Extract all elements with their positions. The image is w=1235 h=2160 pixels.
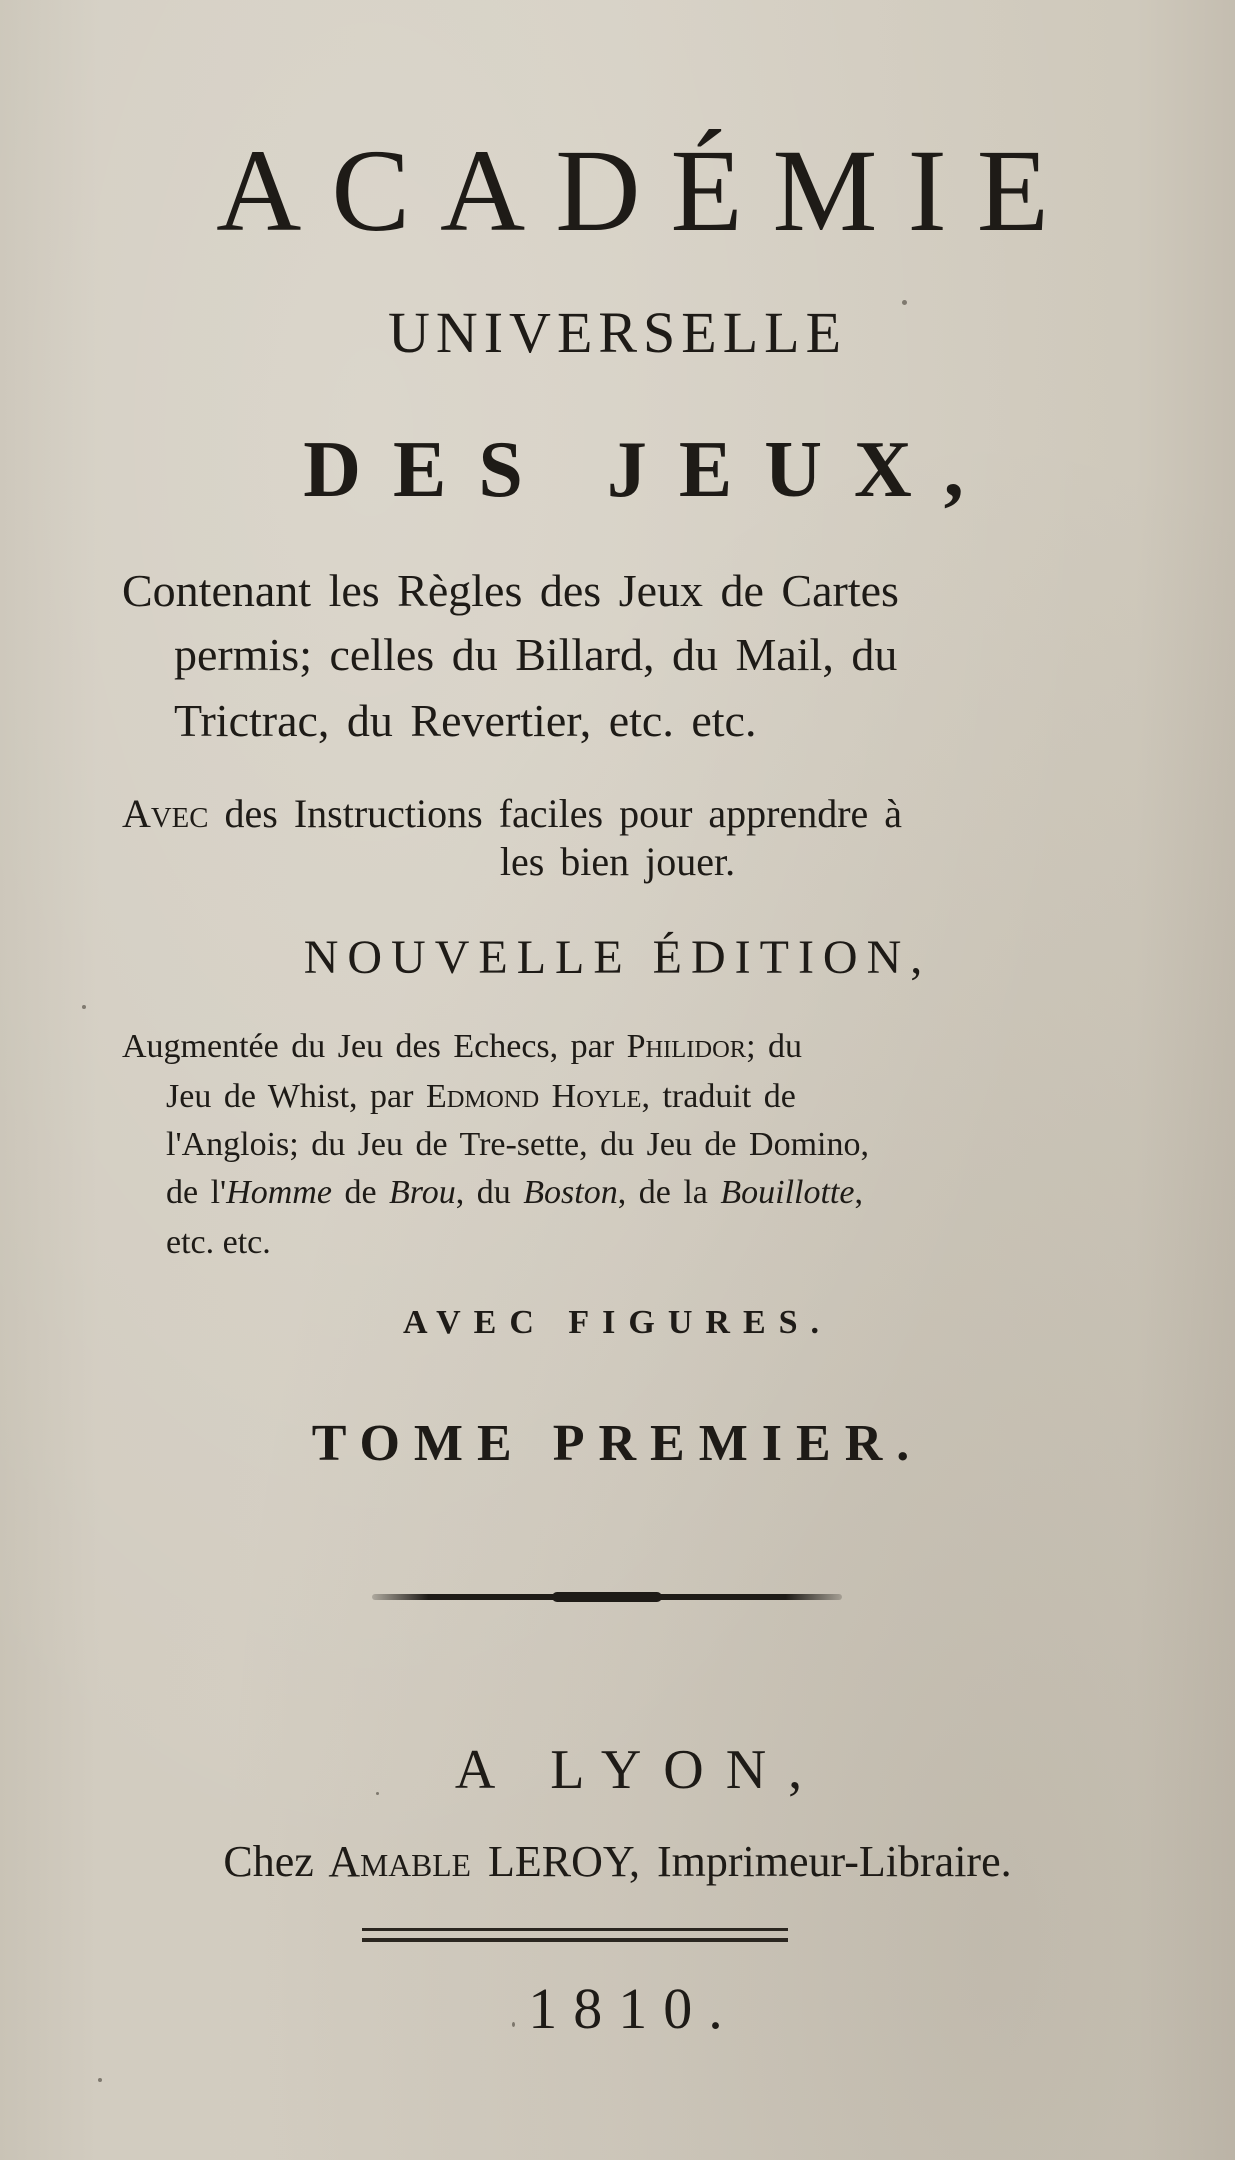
boston-italic: Boston (523, 1174, 618, 1211)
instructions-line-2: les bien jouer. (499, 839, 736, 884)
augmented-line-3: l'Anglois; du Jeu de Tre-sette, du Jeu de Domino, (166, 1126, 869, 1163)
augmented-line-5: etc. etc. (166, 1224, 271, 1261)
brou-italic: Brou (389, 1174, 456, 1211)
instructions-line-1 (122, 791, 903, 836)
paper-speck (82, 1005, 86, 1009)
augmented-line-1-end: ; du (746, 1028, 803, 1065)
imprint-printer (0, 1837, 1235, 1886)
augmented-line-2 (166, 1080, 796, 1114)
augmented-line-4-end: , (854, 1174, 863, 1211)
philidor-initial: P (626, 1028, 646, 1065)
contents-line-3: Trictrac, du Revertier, etc. etc. (174, 695, 757, 746)
instructions-avec-smallcaps: VEC (150, 802, 209, 834)
augmented-line-4-de: de l' (166, 1174, 227, 1211)
augmented-line-2-start: Jeu de Whist, par (166, 1078, 426, 1115)
augmented-line-1 (122, 1030, 802, 1064)
contents-line-2: permis; celles du Billard, du Mail, du (174, 629, 898, 680)
edmond-smallcaps: DMOND (446, 1086, 540, 1113)
book-title-line2: DES JEUX, (303, 426, 996, 514)
augmented-line-4 (166, 1176, 863, 1210)
augmented-line-4-dela: , de la (617, 1174, 721, 1211)
printer-chez: Chez (223, 1837, 329, 1886)
homme-italic: Homme (226, 1174, 332, 1211)
printer-leroy: LEROY (471, 1837, 629, 1886)
imprint-place: A LYON, (454, 1739, 825, 1801)
contents-line-1: Contenant les Règles des Jeux de Cartes (122, 565, 899, 616)
volume-heading: TOME PREMIER. (311, 1415, 924, 1472)
amable-smallcaps: MABLE (360, 1848, 471, 1883)
instructions-line-1-rest: des Instructions faciles pour apprendre à (208, 791, 903, 836)
edmond-initial: E (425, 1078, 447, 1115)
printer-title: , Imprimeur-Libraire. (628, 1837, 1012, 1886)
paper-speck (376, 1792, 379, 1795)
amable-initial: A (328, 1837, 361, 1886)
paper-speck (98, 2078, 102, 2082)
hoyle-initial: H (539, 1078, 577, 1115)
instructions-avec-initial: A (122, 791, 151, 836)
augmented-line-4-du: , du (455, 1174, 524, 1211)
figures-note: AVEC FIGURES. (402, 1304, 833, 1341)
augmented-line-4-de2: de (331, 1174, 390, 1211)
ornamental-rule (372, 1594, 842, 1600)
edition-heading: NOUVELLE ÉDITION, (303, 931, 932, 984)
double-rule (362, 1928, 788, 1942)
augmented-line-2-end: , traduit de (641, 1078, 796, 1115)
bouillotte-italic: Bouillotte (720, 1174, 855, 1211)
hoyle-smallcaps: OYLE (576, 1086, 642, 1113)
augmented-line-1-start: Augmentée du Jeu des Echecs, par (122, 1028, 627, 1065)
philidor-smallcaps: HILIDOR (645, 1036, 747, 1063)
paper-speck (512, 2022, 515, 2027)
paper-speck (902, 300, 907, 305)
imprint-year: 1810. (528, 1976, 739, 2041)
book-subtitle: UNIVERSELLE (387, 300, 848, 365)
book-title: ACADÉMIE (216, 125, 1079, 256)
